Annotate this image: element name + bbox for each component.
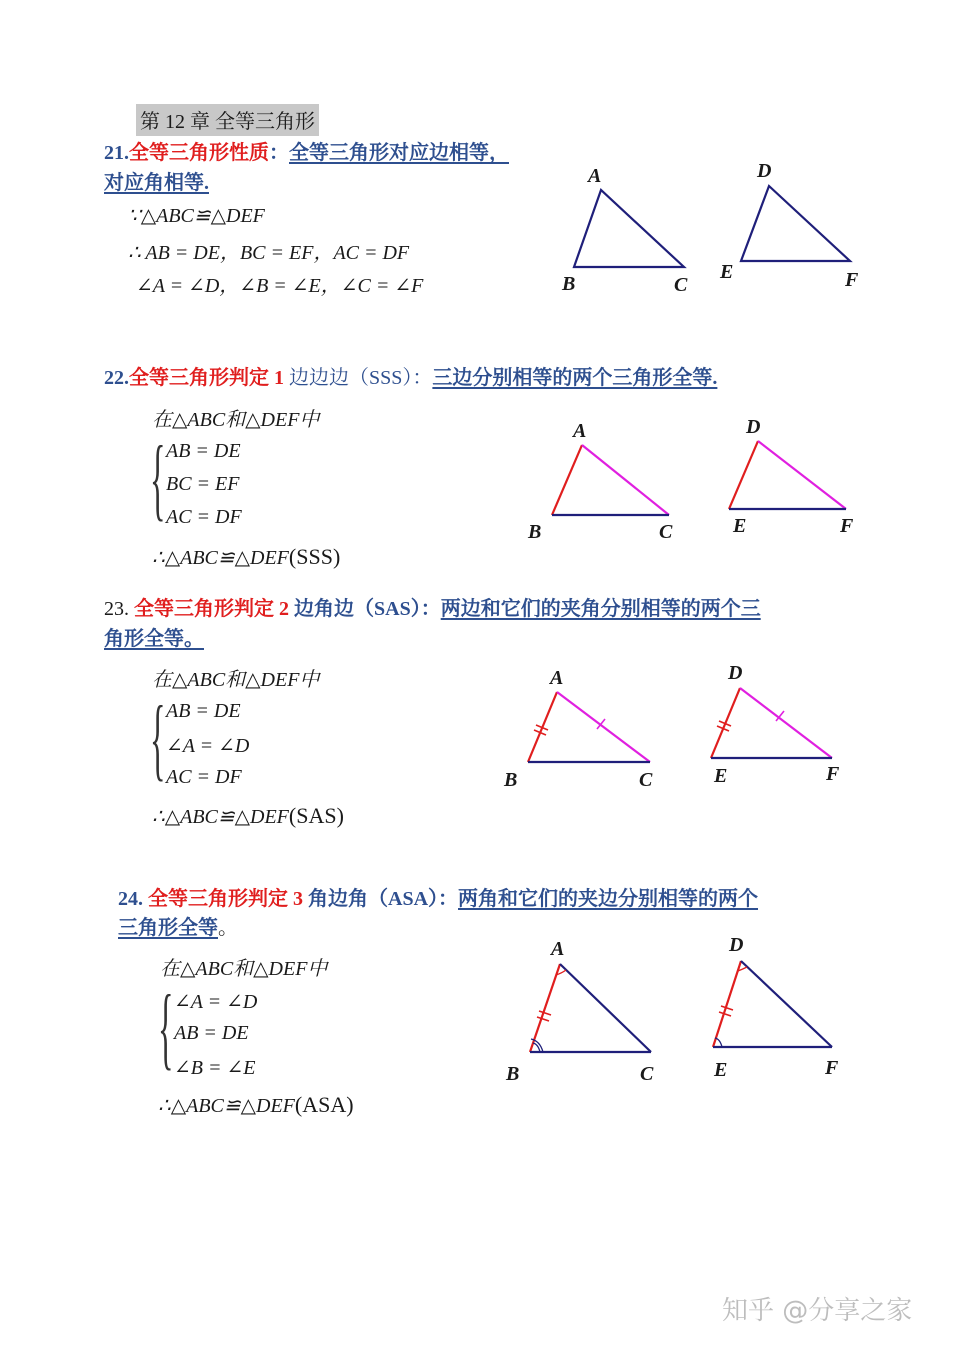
- label-b: B: [506, 1063, 520, 1085]
- criterion-tag: (SAS): [288, 803, 344, 828]
- criterion-tag: (ASA): [294, 1092, 354, 1117]
- condition-1: AB = DE: [166, 440, 241, 462]
- given-line: ∵△ABC≌△DEF: [128, 205, 265, 227]
- label-d: D: [746, 416, 761, 438]
- left-brace: {: [158, 976, 174, 1078]
- section-statement: 两边和它们的夹角分别相等的两个三: [440, 598, 761, 620]
- label-e: E: [720, 261, 734, 283]
- label-e: E: [714, 1059, 728, 1081]
- statement-text: 三角形全等: [118, 917, 218, 939]
- section-label: 全等三角形判定 2: [134, 598, 289, 620]
- label-b: B: [562, 273, 576, 295]
- label-f: F: [825, 1057, 839, 1079]
- section-statement: 全等三角形对应边相等，: [289, 142, 509, 164]
- conclusion-angles: ∠A = ∠D，∠B = ∠E，∠C = ∠F: [136, 275, 424, 297]
- label-d: D: [729, 934, 744, 956]
- watermark: 知乎 @分享之家: [722, 1296, 913, 1326]
- label-b: B: [528, 521, 542, 543]
- criterion-tag: (SSS): [288, 544, 341, 569]
- triangle-def: [713, 934, 839, 1081]
- colon: ：: [438, 888, 459, 910]
- triangle-abc: [505, 938, 654, 1085]
- section-21-statement-cont: 对应角相等.: [104, 172, 209, 194]
- label-d: D: [728, 662, 743, 684]
- section-statement: 三边分别相等的两个三角形全等.: [432, 367, 718, 389]
- label-d: D: [757, 160, 772, 182]
- left-brace: {: [150, 427, 166, 529]
- conclusion-text: ∴△ABC≌△DEF: [158, 1095, 295, 1117]
- condition-2: ∠A = ∠D: [166, 735, 250, 757]
- conclusion-text: ∴△ABC≌△DEF: [152, 806, 289, 828]
- conclusion-sides: ∴ AB = DE，BC = EF，AC = DF: [128, 242, 410, 264]
- criterion-name: 边角边（SAS）: [294, 598, 421, 620]
- label-a: A: [551, 938, 565, 960]
- label-a: A: [550, 667, 564, 689]
- chapter-title: 第 12 章 全等三角形: [136, 104, 319, 136]
- proof-intro: 在△ABC和△DEF中: [152, 669, 320, 691]
- section-number: 23.: [104, 598, 129, 620]
- section-number: 24.: [118, 888, 143, 910]
- proof-intro-text: 在△ABC和△DEF中: [152, 409, 320, 431]
- section-statement: 两角和它们的夹边分别相等的两个: [458, 888, 759, 910]
- colon: ：: [420, 598, 441, 620]
- label-c: C: [659, 521, 673, 543]
- colon: ：: [412, 367, 433, 389]
- condition-2: BC = EF: [166, 473, 240, 495]
- criterion-name: 角边角（ASA）: [308, 888, 439, 910]
- condition-2: AB = DE: [174, 1022, 249, 1044]
- condition-1: AB = DE: [166, 700, 241, 722]
- label-c: C: [674, 274, 688, 296]
- section-label: 全等三角形判定 3: [148, 888, 303, 910]
- criterion-name: 边边边（SSS）: [284, 367, 413, 389]
- conclusion-text: ∴△ABC≌△DEF: [152, 547, 289, 569]
- label-c: C: [640, 1063, 654, 1085]
- condition-3: AC = DF: [166, 506, 242, 528]
- section-number: 22.: [104, 367, 129, 389]
- section-label: 全等三角形性质: [129, 142, 269, 164]
- period: 。: [218, 917, 238, 939]
- condition-1: ∠A = ∠D: [174, 991, 258, 1013]
- left-brace: {: [150, 687, 166, 789]
- label-e: E: [733, 515, 747, 537]
- label-f: F: [826, 763, 840, 785]
- label-f: F: [840, 515, 854, 537]
- section-number: 21.: [104, 142, 129, 164]
- label-a: A: [573, 420, 587, 442]
- label-a: A: [588, 165, 602, 187]
- proof-intro: 在△ABC和△DEF中: [160, 958, 328, 980]
- label-f: F: [845, 269, 859, 291]
- section-label: 全等三角形判定 1: [129, 367, 284, 389]
- condition-3: AC = DF: [166, 766, 242, 788]
- label-c: C: [639, 769, 653, 791]
- condition-3: ∠B = ∠E: [174, 1057, 256, 1079]
- section-23-statement-cont: 角形全等。: [104, 628, 204, 650]
- label-e: E: [714, 765, 728, 787]
- colon: ：: [269, 142, 289, 164]
- label-b: B: [504, 769, 518, 791]
